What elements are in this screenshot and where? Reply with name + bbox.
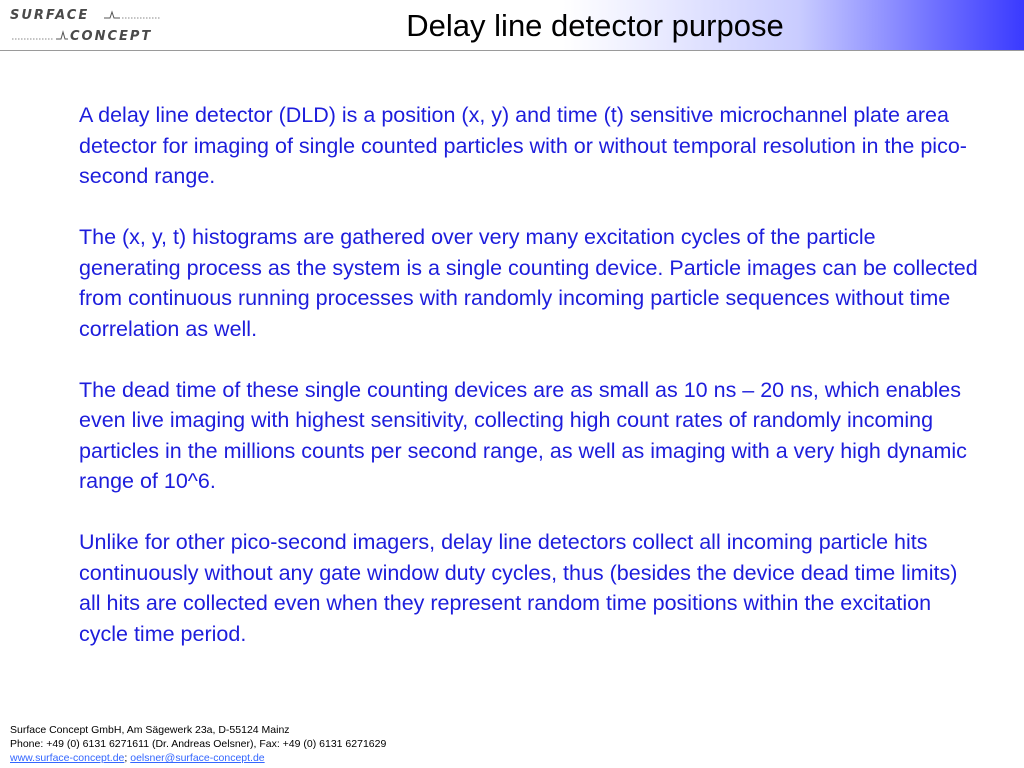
company-logo <box>8 5 166 47</box>
paragraph-continuous-collection: Unlike for other pico-second imagers, delay line detectors collect all incoming particle hits continuously without any gate window duty cycles, thus (besides the device dead time limits) all hits are collected even when they represent random time positions within the excitation cycle time period. <box>79 530 958 646</box>
footer-separator: ; <box>124 752 128 764</box>
email-link[interactable]: oelsner@surface-concept.de <box>130 752 265 764</box>
logo-text-surface: SURFACE <box>10 8 90 23</box>
footer-phone: Phone: +49 (0) 6131 6271611 (Dr. Andreas Oelsner), Fax: +49 (0) 6131 6271629 <box>10 738 387 750</box>
logo-text-concept: CONCEPT <box>70 29 153 44</box>
body-content <box>79 100 979 680</box>
header-divider <box>0 50 1024 51</box>
paragraph-histograms: The (x, y, t) histograms are gathered over very many excitation cycles of the particle generating process as the system is a single counting device. Particle images can be collected from continuous running processes with randomly incoming particle sequences without time correlation as well. <box>79 225 978 341</box>
footer-links <box>10 751 386 765</box>
footer <box>10 723 386 765</box>
footer-address: Surface Concept GmbH, Am Sägewerk 23a, D-55124 Mainz <box>10 724 290 736</box>
paragraph-definition: A delay line detector (DLD) is a position (x, y) and time (t) sensitive microchannel plate area detector for imaging of single counted particles with or without temporal resolution in the pico-second range. <box>79 103 967 188</box>
website-link[interactable]: www.surface-concept.de <box>10 752 125 764</box>
paragraph-dead-time: The dead time of these single counting devices are as small as 10 ns – 20 ns, which enables even live imaging with highest sensitivity, collecting high count rates of randomly incoming particles in the millions counts per second range, as well as imaging with a very high dynamic range of 10^6. <box>79 377 967 493</box>
page-title: Delay line detector purpose <box>406 8 784 43</box>
